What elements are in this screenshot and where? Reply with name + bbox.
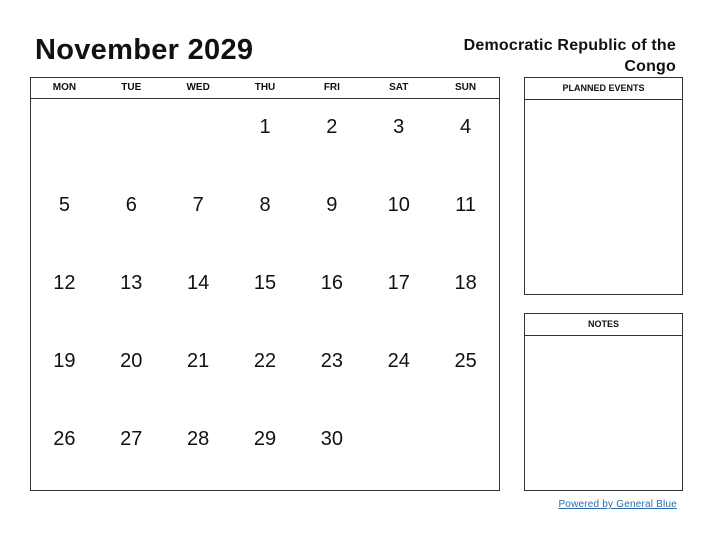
day-cell: 29 xyxy=(253,428,277,450)
day-cell: 10 xyxy=(387,194,410,216)
day-cell: 27 xyxy=(120,428,143,450)
day-cell xyxy=(98,99,165,177)
weekday-fri: FRI xyxy=(323,82,340,93)
day-cell: 21 xyxy=(187,350,210,372)
week-row xyxy=(31,255,499,333)
day-cell: 5 xyxy=(58,194,70,216)
weekday-sat: SAT xyxy=(389,82,409,93)
planned-events-box xyxy=(524,77,683,295)
week-row xyxy=(31,333,499,411)
day-cell: 7 xyxy=(192,194,204,216)
day-cell: 4 xyxy=(460,116,472,138)
powered-by-link[interactable]: Powered by General Blue xyxy=(558,499,677,510)
day-cell: 13 xyxy=(120,272,143,294)
country-name: Democratic Republic of the Congo xyxy=(463,37,676,75)
week-row xyxy=(31,411,499,489)
day-cell: 12 xyxy=(53,272,76,294)
day-cell: 1 xyxy=(259,116,271,138)
day-cell: 17 xyxy=(387,272,410,294)
day-cell: 8 xyxy=(259,194,271,216)
weekday-sun: SUN xyxy=(455,82,477,93)
day-cell: 9 xyxy=(326,194,338,216)
week-row xyxy=(31,99,499,177)
day-cell: 24 xyxy=(387,350,410,372)
planned-events-heading: PLANNED EVENTS xyxy=(525,78,682,100)
day-cell: 19 xyxy=(53,350,76,372)
weekday-thu: THU xyxy=(254,82,276,93)
day-cell: 30 xyxy=(320,428,343,450)
weekday-tue: TUE xyxy=(121,82,142,93)
page-title: November 2029 xyxy=(35,34,254,66)
day-cell: 2 xyxy=(326,116,338,138)
day-cell: 6 xyxy=(125,194,137,216)
day-cell xyxy=(432,411,499,489)
weekday-wed: WED xyxy=(186,82,210,93)
day-cell: 14 xyxy=(187,272,210,294)
day-cell xyxy=(365,411,432,489)
day-cell: 18 xyxy=(454,272,477,294)
week-row xyxy=(31,177,499,255)
weekday-header xyxy=(31,78,499,99)
calendar-body xyxy=(31,99,499,489)
day-cell: 22 xyxy=(253,350,277,372)
day-cell: 16 xyxy=(320,272,343,294)
calendar-grid xyxy=(30,77,500,491)
day-cell: 26 xyxy=(53,428,76,450)
notes-heading: NOTES xyxy=(525,314,682,336)
day-cell xyxy=(31,99,98,177)
day-cell: 15 xyxy=(253,272,277,294)
day-cell xyxy=(165,99,232,177)
day-cell: 20 xyxy=(120,350,143,372)
day-cell: 28 xyxy=(187,428,210,450)
day-cell: 3 xyxy=(393,116,405,138)
day-cell: 23 xyxy=(320,350,343,372)
day-cell: 11 xyxy=(455,194,476,216)
weekday-mon: MON xyxy=(52,82,77,93)
day-cell: 25 xyxy=(454,350,477,372)
notes-box xyxy=(524,313,683,491)
